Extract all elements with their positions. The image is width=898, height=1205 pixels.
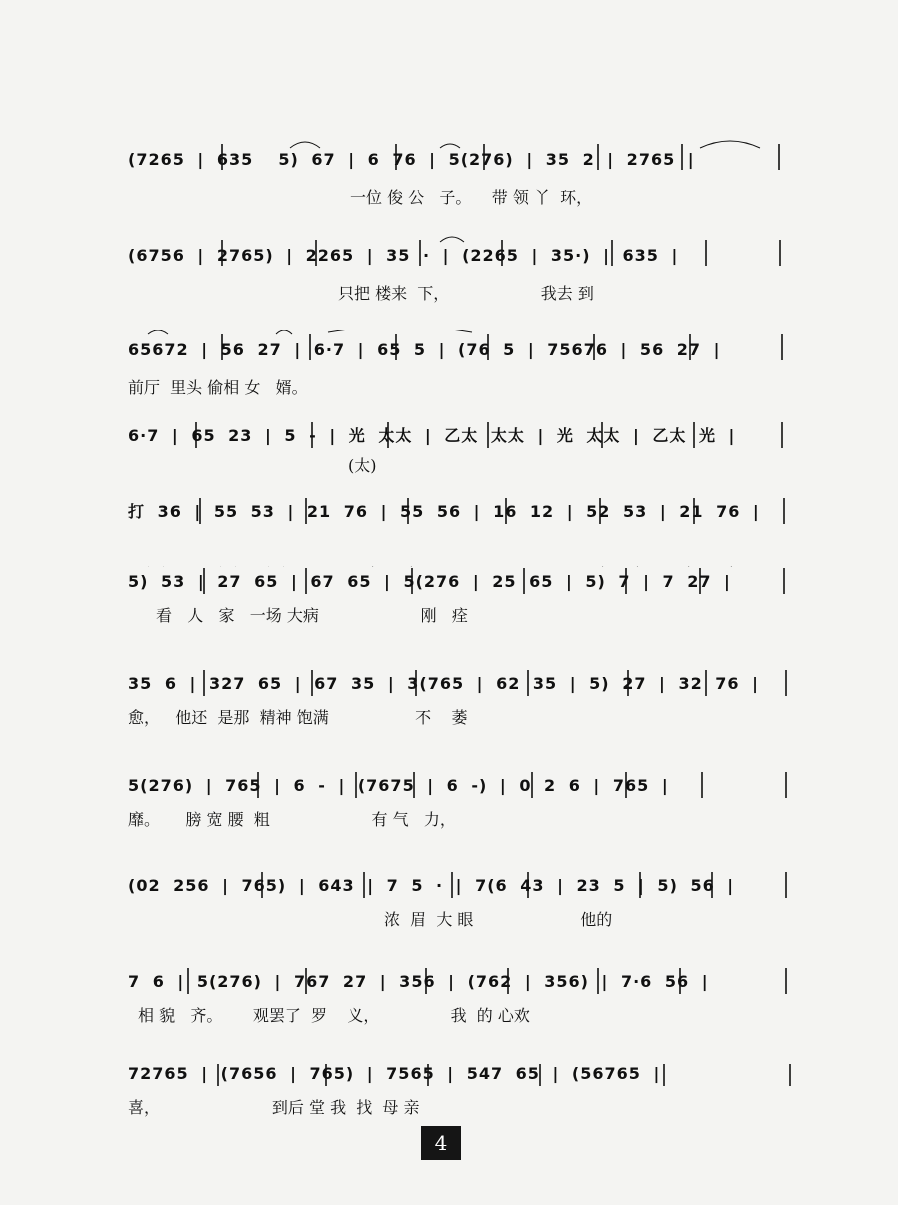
notes-line: 72765 | (7656 | 765) | 7565 | 547 65 | (56765 |: [128, 1064, 661, 1083]
score-system-10: [0, 966, 898, 1046]
notes-line: 打 36 | 55 53 | 21 76 | 55 56 | 16 12 | 52 53 | 21 76 |: [128, 502, 760, 521]
notes-line: 65672 | 56 27 | 6·7 | 65 5 | (76 5 | 75676 | 56 27 |: [128, 340, 721, 359]
lyrics-line: 看 人 家 一场 大病 刚 痊: [156, 606, 468, 625]
score-system-6: [0, 566, 898, 646]
lyrics-line: 只把 楼来 下， 我去 到: [338, 284, 594, 303]
lyrics-line: 浓 眉 大 眼 他的: [384, 910, 613, 929]
notes-line: 5) 53 | 27 65 | 67 65 | 5(276 | 25 65 | 5) 7 | 7 27 |: [128, 572, 731, 591]
notes-line: 5(276) | 765 | 6 - | (7675 | 6 -) | 0 2 6 | 765 |: [128, 776, 669, 795]
score-system-2: [0, 236, 898, 316]
lyrics-line: 靡。 膀 宽 腰 粗 有 气 力，: [128, 810, 456, 829]
lyrics-line: 相 貌 齐。 观罢了 罗 义， 我 的 心欢: [138, 1006, 530, 1025]
notes-line: 7 6 | 5(276) | 767 27 | 356 | (762 | 356) | 7·6 56 |: [128, 972, 709, 991]
lyrics-line: 前厅 里头 偷相 女 婿。: [128, 378, 308, 397]
score-system-3: [0, 330, 898, 410]
notes-line: (7265 | 635 5) 67 | 6 76 | 5(276) | 35 2 | 2765 |: [128, 150, 695, 169]
score-system-4: [0, 420, 898, 500]
score-system-5: [0, 496, 898, 576]
notes-line: (02 256 | 765) | 643 | 7 5 · | 7(6 43 | 23 5 | 5) 56 |: [128, 876, 735, 895]
score-system-8: [0, 770, 898, 850]
score-system-1: [0, 140, 898, 220]
notes-line: 35 6 | 327 65 | 67 35 | 3(765 | 62 35 | 5) 27 | 32 76 |: [128, 674, 759, 693]
score-system-7: [0, 668, 898, 748]
lyrics-line: 喜， 到后 堂 我 找 母 亲: [128, 1098, 420, 1117]
lyrics-line: (太): [348, 456, 377, 475]
lyrics-line: 愈， 他还 是那 精神 饱满 不 萎: [128, 708, 468, 727]
lyrics-line: 一位 俊 公 子。 带 领 丫 环，: [350, 188, 593, 207]
notes-line: (6756 | 2765) | 2265 | 35 · | (2265 | 35·) | 635 |: [128, 246, 679, 265]
notes-line: 6·7 | 65 23 | 5 - | 光 太太 | 乙太 太太 | 光 太太 | 乙太 光 |: [128, 426, 736, 445]
score-system-9: [0, 870, 898, 950]
page-number: 4: [421, 1126, 461, 1160]
